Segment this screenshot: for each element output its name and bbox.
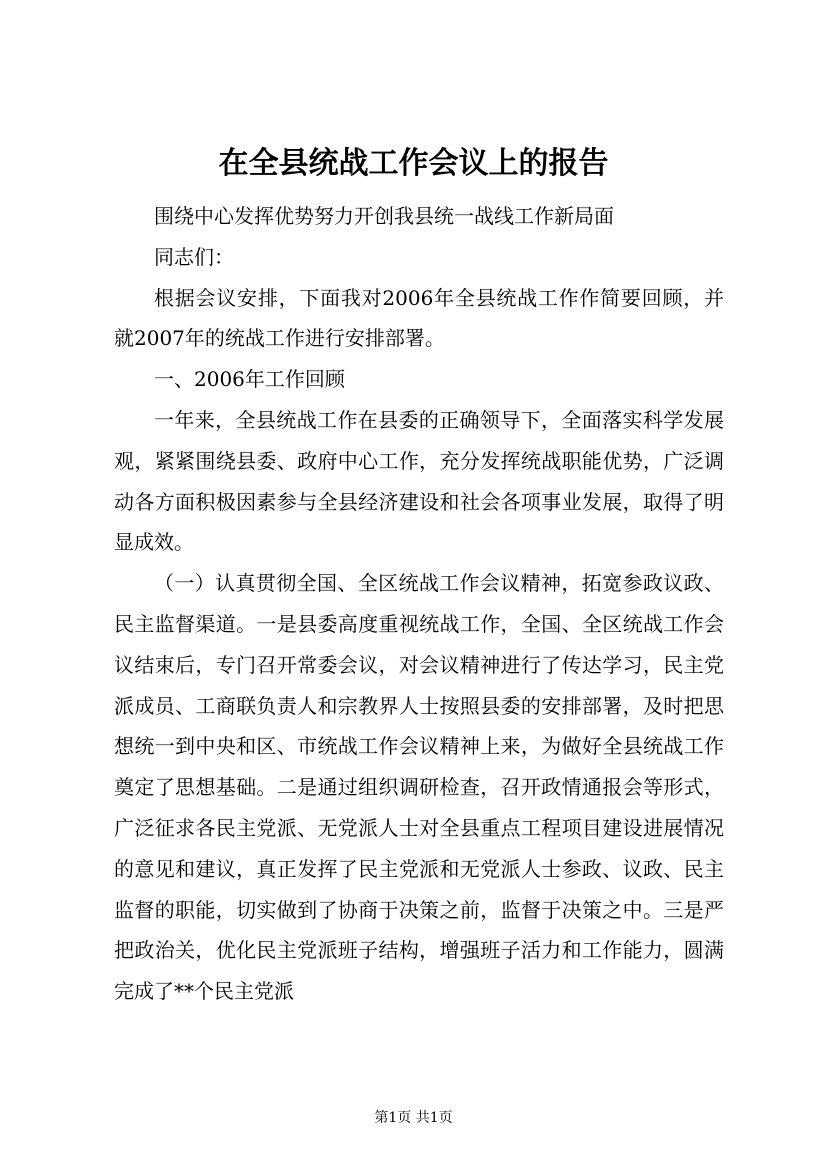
section-heading: 一、2006年工作回顾: [154, 367, 345, 392]
paragraph-intro: 根据会议安排，下面我对2006年全县统战工作作简要回顾，并就2007年的统战工作进行安排部署。: [114, 285, 724, 351]
document-title: 在全县统战工作会议上的报告: [218, 146, 609, 181]
salutation: 同志们：: [154, 244, 234, 269]
paragraph-summary: 一年来，全县统战工作在县委的正确领导下，全面落实科学发展观，紧紧围绕县委、政府中心工作，充分发挥统战职能优势，广泛调动各方面积极因素参与全县经济建设和社会各项事业发展，取得了明显成效。: [114, 407, 724, 555]
page-number-footer: 第1页 共1页: [374, 1110, 453, 1126]
document-body: [114, 196, 724, 1012]
paragraph-item-one: （一）认真贯彻全国、全区统战工作会议精神，拓宽参政议政、民主监督渠道。一是县委高度重视统战工作，全国、全区统战工作会议结束后，专门召开常委会议，对会议精神进行了传达学习，民主党派成员、工商联负责人和宗教界人士按照县委的安排部署，及时把思想统一到中央和区、市统战工作会议精神上来，为做好全县统战工作奠定了思想基础。二是通过组织调研检查，召开政情通报会等形式，广泛征求各民主党派、无党派人士对全县重点工程项目建设进展情况的意见和建议，真正发挥了民主党派和无党派人士参政、议政、民主监督的职能，切实做到了协商于决策之前，监督于决策之中。三是严把政治关，优化民主党派班子结构，增强班子活力和工作能力，圆满完成了**个民主党派: [114, 571, 724, 1004]
document-subtitle: 围绕中心发挥优势努力开创我县统一战线工作新局面: [154, 204, 614, 228]
